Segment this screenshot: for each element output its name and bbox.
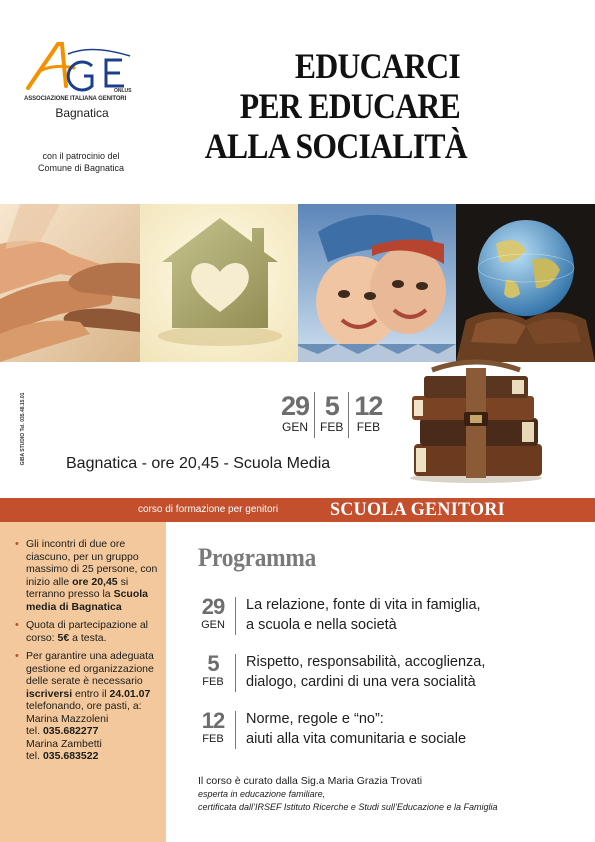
info-bold: 5€ bbox=[57, 631, 70, 644]
phone-number: 035.683522 bbox=[42, 750, 99, 762]
session-divider bbox=[235, 711, 236, 749]
session-3-line-2: aiuti alla vita comunitaria e sociale bbox=[246, 731, 467, 747]
date-1-day: 29 bbox=[281, 391, 310, 421]
phone-prefix: tel. bbox=[26, 725, 43, 737]
logo-onlus: ONLUS bbox=[114, 88, 132, 94]
session-1-date bbox=[196, 595, 230, 641]
patronage-line-2: Comune di Bagnatica bbox=[37, 163, 125, 173]
title-line-1: EDUCARCI bbox=[294, 46, 460, 86]
page-title bbox=[170, 46, 467, 166]
title-line-3: ALLA SOCIALITÀ bbox=[204, 126, 467, 166]
bullet-icon: • bbox=[15, 650, 19, 662]
program-session-3 bbox=[196, 709, 576, 757]
contact-1-name: Marina Mazzoleni bbox=[26, 712, 109, 725]
info-text: Per garantire una adeguata gestione ed organizzazione delle serate è necessario bbox=[26, 650, 154, 687]
session-1-line-2: a scuola e nella società bbox=[246, 617, 397, 633]
band-subtitle: corso di formazione per genitori bbox=[138, 504, 279, 515]
photo-strip bbox=[0, 204, 595, 362]
session-2-topic bbox=[246, 652, 485, 692]
band-title: SCUOLA GENITORI bbox=[330, 499, 505, 520]
info-bold: ore 20,45 bbox=[72, 575, 118, 588]
venue-info: Bagnatica - ore 20,45 - Scuola Media bbox=[66, 455, 331, 472]
logo-town: Bagnatica bbox=[55, 106, 109, 120]
info-text: a testa. bbox=[69, 631, 107, 644]
info-list bbox=[15, 538, 166, 769]
date-3-month: FEB bbox=[356, 420, 381, 434]
books-illustration bbox=[402, 356, 548, 484]
info-text: telefonando, ore pasti, a: bbox=[26, 700, 142, 712]
session-2-line-1: Rispetto, responsabilità, accoglienza, bbox=[246, 654, 486, 670]
credits-line-3: certificata dall’IRSEF Istituto Ricerche e Studi sull’Educazione e la Famiglia bbox=[198, 802, 498, 812]
phone-number: 035.682277 bbox=[42, 725, 99, 737]
hands-photo bbox=[0, 204, 140, 362]
session-2-line-2: dialogo, cardini di una vera socialità bbox=[246, 674, 476, 690]
session-divider bbox=[235, 654, 236, 692]
course-dates bbox=[276, 392, 387, 438]
date-1 bbox=[276, 392, 314, 438]
info-text: entro il bbox=[72, 687, 110, 700]
session-1-line-1: La relazione, fonte di vita in famiglia, bbox=[246, 597, 481, 613]
program-session-2 bbox=[196, 652, 576, 700]
info-item-registration bbox=[15, 650, 166, 763]
info-bold: 24.01.07 bbox=[109, 687, 151, 700]
bullet-icon: • bbox=[15, 619, 19, 631]
age-logo bbox=[22, 38, 142, 124]
house-heart-photo bbox=[140, 204, 298, 362]
info-text: si terranno presso la bbox=[26, 575, 129, 600]
date-2 bbox=[314, 392, 348, 438]
session-1-month: GEN bbox=[201, 619, 225, 631]
bullet-icon: • bbox=[15, 538, 19, 550]
date-1-month: GEN bbox=[282, 420, 309, 434]
date-2-day: 5 bbox=[324, 391, 339, 421]
info-text: Gli incontri di due ore ciascuno, per un gruppo massimo di 25 persone, con inizio alle bbox=[26, 538, 158, 588]
credits-line-1: Il corso è curato dalla Sig.a Maria Grazia Trovati bbox=[198, 775, 423, 787]
session-2-date bbox=[196, 652, 230, 698]
children-photo bbox=[298, 204, 456, 362]
patronage-note bbox=[26, 150, 136, 174]
date-3-day: 12 bbox=[354, 391, 383, 421]
credits-line-2: esperta in educazione familiare, bbox=[198, 789, 326, 799]
session-3-day: 12 bbox=[201, 708, 225, 733]
program-session-1 bbox=[196, 595, 576, 643]
contact-2-name: Marina Zambetti bbox=[26, 737, 102, 750]
session-2-month: FEB bbox=[202, 676, 224, 688]
session-divider bbox=[235, 597, 236, 635]
session-3-date bbox=[196, 709, 230, 755]
info-text: Quota di partecipazione al corso: bbox=[26, 619, 148, 644]
info-item-fee bbox=[15, 619, 166, 644]
patronage-line-1: con il patrocinio del bbox=[42, 151, 120, 161]
logo-association-name: ASSOCIAZIONE ITALIANA GENITORI bbox=[24, 96, 127, 102]
printer-credit bbox=[18, 372, 28, 490]
info-item-meetings bbox=[15, 538, 166, 613]
session-3-line-1: Norme, regole e “no”: bbox=[246, 711, 384, 727]
session-3-month: FEB bbox=[202, 733, 224, 745]
books-stack-icon bbox=[402, 356, 548, 484]
contact-1-phone bbox=[26, 725, 166, 738]
session-1-day: 29 bbox=[201, 594, 225, 619]
date-3 bbox=[348, 392, 387, 438]
info-sidebar bbox=[0, 522, 166, 842]
date-2-month: FEB bbox=[320, 420, 344, 434]
info-bold: iscriversi bbox=[26, 687, 73, 700]
contact-2-phone bbox=[26, 750, 166, 763]
session-3-topic bbox=[246, 709, 466, 749]
session-2-day: 5 bbox=[207, 651, 219, 676]
globe-photo bbox=[456, 204, 595, 362]
phone-prefix: tel. bbox=[26, 750, 43, 762]
info-bold: Scuola media di Bagnatica bbox=[26, 588, 148, 613]
title-line-2: PER EDUCARE bbox=[239, 86, 460, 126]
program-title: Programma bbox=[198, 543, 316, 572]
course-credits bbox=[198, 774, 588, 814]
course-band bbox=[0, 498, 595, 522]
session-1-topic bbox=[246, 595, 481, 635]
printer-credit-text: GIBA STUDIO Tel. 035.48.15.01 bbox=[20, 392, 26, 466]
